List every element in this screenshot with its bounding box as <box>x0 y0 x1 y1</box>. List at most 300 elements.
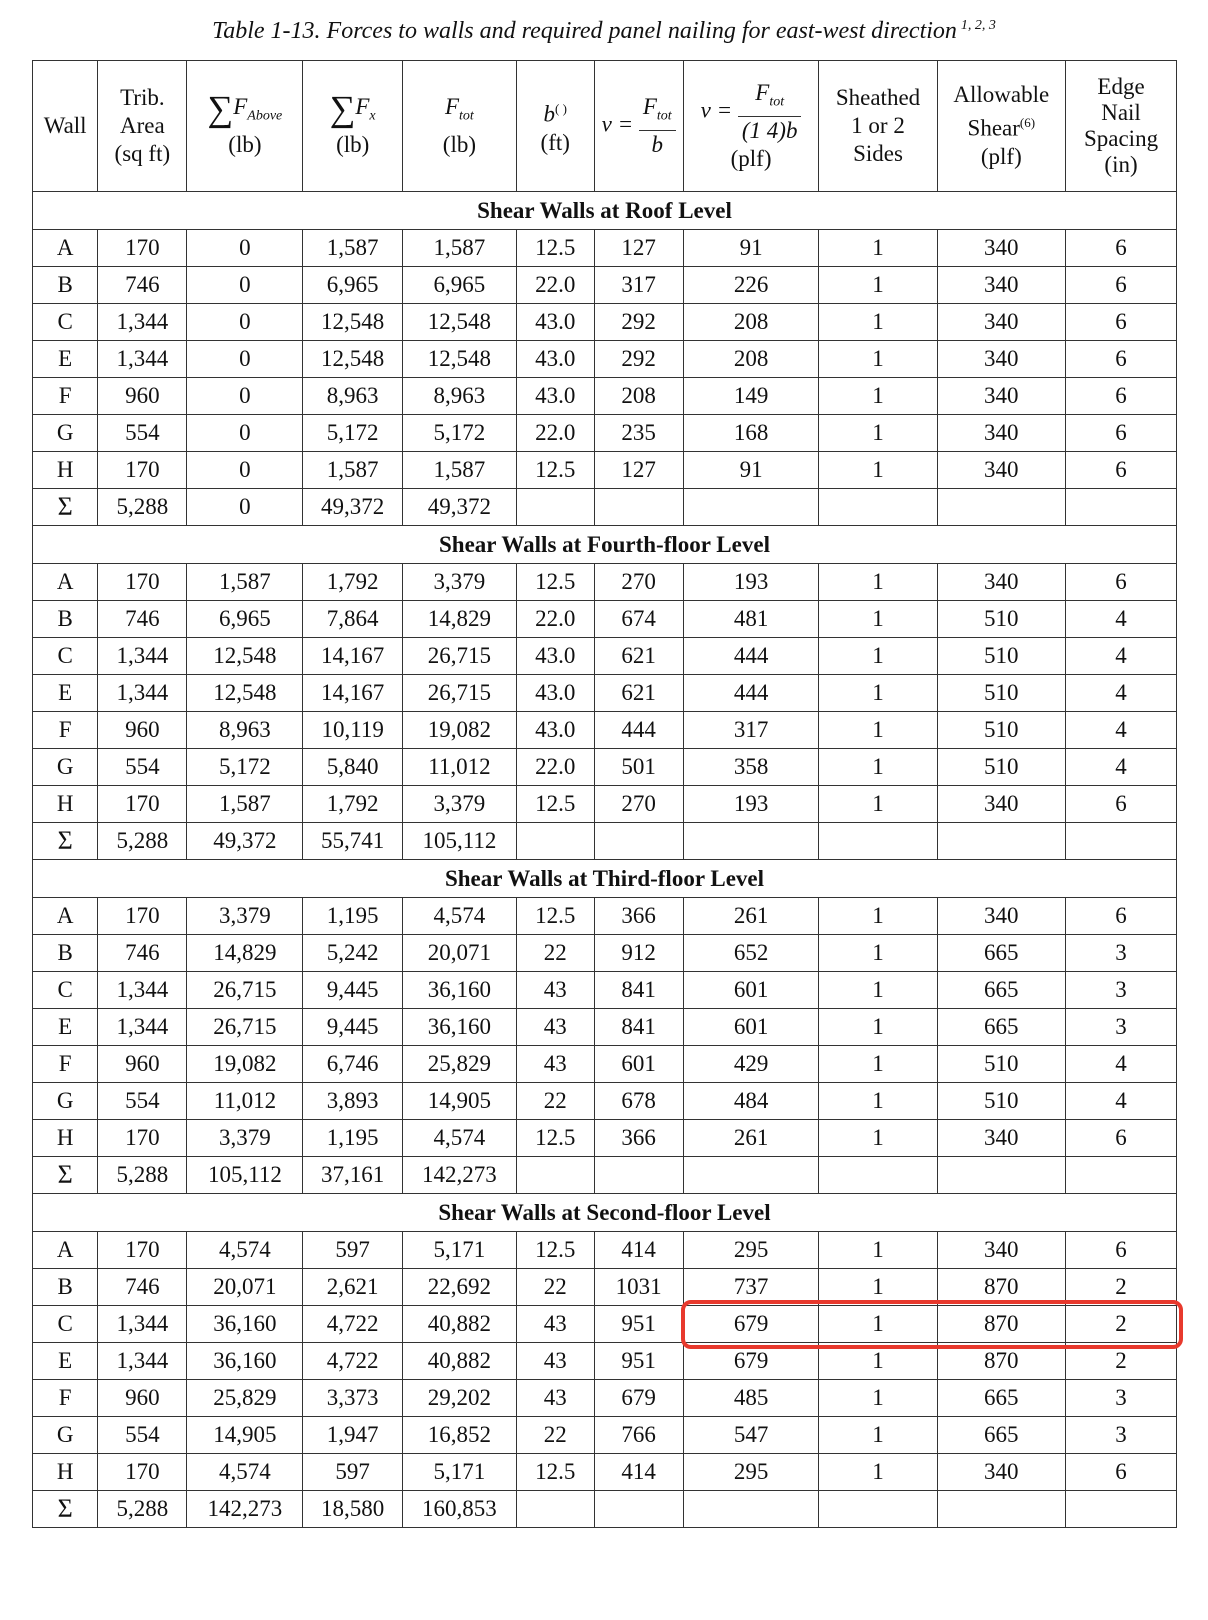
table-cell: 295 <box>683 1454 819 1491</box>
table-row <box>33 230 1177 267</box>
table-row <box>33 1454 1177 1491</box>
table-cell: 1 <box>819 1417 937 1454</box>
table-cell: 12,548 <box>402 341 516 378</box>
caption-text: Table 1-13. Forces to walls and required panel nailing for east-west direction <box>212 18 957 44</box>
table-cell: 1 <box>819 1343 937 1380</box>
table-cell: 6 <box>1066 564 1177 601</box>
header-allowable-shear: Allowable Shear$^{(6)}$ (plf) <box>937 61 1065 192</box>
table-cell: 1 <box>819 378 937 415</box>
table-cell: 20,071 <box>402 935 516 972</box>
total-cell <box>683 823 819 860</box>
table-cell: 14,829 <box>402 601 516 638</box>
total-cell: Σ <box>33 489 98 526</box>
table-cell: 22.0 <box>516 267 594 304</box>
total-cell: 55,741 <box>303 823 402 860</box>
table-cell: 340 <box>937 452 1065 489</box>
table-row <box>33 1232 1177 1269</box>
table-cell: C <box>33 304 98 341</box>
table-cell: 960 <box>98 712 187 749</box>
table-row <box>33 786 1177 823</box>
table-cell: 1 <box>819 1454 937 1491</box>
header-trib-area: Trib. Area (sq ft) <box>98 61 187 192</box>
table-cell: 5,242 <box>303 935 402 972</box>
section-title: Shear Walls at Second-floor Level <box>33 1194 1177 1232</box>
table-cell: 208 <box>683 341 819 378</box>
header-wall: Wall <box>33 61 98 192</box>
table-cell: 1 <box>819 267 937 304</box>
table-cell: 12.5 <box>516 1454 594 1491</box>
table-cell: 43 <box>516 972 594 1009</box>
section-title: Shear Walls at Roof Level <box>33 192 1177 230</box>
table-cell: 5,172 <box>402 415 516 452</box>
table-cell: 14,829 <box>187 935 303 972</box>
table-cell: 292 <box>594 304 683 341</box>
table-cell: 0 <box>187 304 303 341</box>
table-cell: 510 <box>937 1046 1065 1083</box>
total-cell: 37,161 <box>303 1157 402 1194</box>
table-cell: 510 <box>937 601 1065 638</box>
table-cell: 170 <box>98 1120 187 1157</box>
table-cell: 4 <box>1066 638 1177 675</box>
table-cell: G <box>33 749 98 786</box>
total-cell <box>594 1491 683 1528</box>
total-cell <box>1066 489 1177 526</box>
table-cell: 317 <box>683 712 819 749</box>
table-cell: 6 <box>1066 341 1177 378</box>
table-row <box>33 601 1177 638</box>
table-cell: 6 <box>1066 267 1177 304</box>
table-row <box>33 935 1177 972</box>
table-cell: 170 <box>98 230 187 267</box>
table-cell: 444 <box>683 638 819 675</box>
total-cell <box>594 1157 683 1194</box>
table-cell: 26,715 <box>402 675 516 712</box>
table-cell: 43.0 <box>516 638 594 675</box>
section-header-row <box>33 860 1177 898</box>
table-cell: 22.0 <box>516 601 594 638</box>
table-cell: 5,171 <box>402 1454 516 1491</box>
total-cell: 105,112 <box>402 823 516 860</box>
table-row <box>33 1380 1177 1417</box>
table-cell: 665 <box>937 972 1065 1009</box>
table-cell: 485 <box>683 1380 819 1417</box>
table-cell: 1,344 <box>98 972 187 1009</box>
table-cell: 6 <box>1066 1454 1177 1491</box>
table-cell: 746 <box>98 1269 187 1306</box>
table-cell: 43.0 <box>516 378 594 415</box>
table-cell: 951 <box>594 1343 683 1380</box>
table-cell: 1,792 <box>303 786 402 823</box>
table-cell: 3,373 <box>303 1380 402 1417</box>
table-cell: 1 <box>819 230 937 267</box>
total-cell: Σ <box>33 823 98 860</box>
table-cell: 1,344 <box>98 638 187 675</box>
table-cell: 1 <box>819 341 937 378</box>
total-cell: 142,273 <box>402 1157 516 1194</box>
table-cell: 1 <box>819 1380 937 1417</box>
table-cell: E <box>33 1009 98 1046</box>
table-cell: 26,715 <box>187 1009 303 1046</box>
table-row <box>33 304 1177 341</box>
total-cell: 160,853 <box>402 1491 516 1528</box>
table-cell: 5,840 <box>303 749 402 786</box>
table-cell: 6 <box>1066 230 1177 267</box>
table-cell: 4,722 <box>303 1343 402 1380</box>
table-cell: 36,160 <box>187 1306 303 1343</box>
highlight-box <box>681 1300 1182 1349</box>
table-cell: 1,344 <box>98 304 187 341</box>
table-cell: 1 <box>819 415 937 452</box>
table-cell: 208 <box>594 378 683 415</box>
table-cell: 414 <box>594 1454 683 1491</box>
header-sheathed: Sheathed 1 or 2 Sides <box>819 61 937 192</box>
table-cell: 1 <box>819 712 937 749</box>
table-cell: 6 <box>1066 786 1177 823</box>
table-cell: 1,587 <box>187 786 303 823</box>
table-cell: 597 <box>303 1232 402 1269</box>
table-cell: 340 <box>937 267 1065 304</box>
table-cell: 414 <box>594 1232 683 1269</box>
table-cell: 1,344 <box>98 341 187 378</box>
table-cell: 1,344 <box>98 1306 187 1343</box>
total-cell <box>937 823 1065 860</box>
table-cell: 12,548 <box>187 675 303 712</box>
table-row <box>33 1046 1177 1083</box>
table-cell: 26,715 <box>402 638 516 675</box>
table-row <box>33 675 1177 712</box>
table-cell: E <box>33 675 98 712</box>
table-cell: 3,379 <box>402 786 516 823</box>
table-cell: 43 <box>516 1343 594 1380</box>
table-cell: 6,965 <box>303 267 402 304</box>
total-cell <box>819 489 937 526</box>
table-cell: 1 <box>819 935 937 972</box>
table-cell: 43.0 <box>516 341 594 378</box>
table-cell: 12,548 <box>303 341 402 378</box>
table-cell: F <box>33 378 98 415</box>
table-cell: 1,344 <box>98 1009 187 1046</box>
table-cell: 6,965 <box>402 267 516 304</box>
table-cell: 91 <box>683 452 819 489</box>
table-cell: 4 <box>1066 712 1177 749</box>
table-cell: 12.5 <box>516 230 594 267</box>
table-cell: 226 <box>683 267 819 304</box>
total-cell: 105,112 <box>187 1157 303 1194</box>
table-cell: 481 <box>683 601 819 638</box>
total-cell <box>1066 1491 1177 1528</box>
table-cell: H <box>33 1120 98 1157</box>
table-cell: 1 <box>819 1120 937 1157</box>
table-cell: 429 <box>683 1046 819 1083</box>
table-cell: 1 <box>819 1083 937 1120</box>
table-cell: 652 <box>683 935 819 972</box>
table-row <box>33 638 1177 675</box>
table-cell: 1,195 <box>303 1120 402 1157</box>
table-cell: 6 <box>1066 1120 1177 1157</box>
table-cell: G <box>33 1083 98 1120</box>
table-cell: 870 <box>937 1306 1065 1343</box>
table-cell: E <box>33 341 98 378</box>
table-cell: 3 <box>1066 972 1177 1009</box>
table-cell: 10,119 <box>303 712 402 749</box>
table-cell: 1 <box>819 564 937 601</box>
table-cell: 1 <box>819 601 937 638</box>
table-cell: 484 <box>683 1083 819 1120</box>
table-cell: F <box>33 1046 98 1083</box>
table-cell: 501 <box>594 749 683 786</box>
section-header-row <box>33 526 1177 564</box>
total-cell: 142,273 <box>187 1491 303 1528</box>
total-cell <box>937 1491 1065 1528</box>
table-cell: H <box>33 452 98 489</box>
table-cell: 510 <box>937 712 1065 749</box>
total-cell <box>937 1157 1065 1194</box>
table-cell: 12.5 <box>516 452 594 489</box>
table-cell: 12.5 <box>516 564 594 601</box>
table-cell: C <box>33 638 98 675</box>
table-cell: 444 <box>594 712 683 749</box>
table-cell: 5,172 <box>303 415 402 452</box>
header-edge-nail-spacing: Edge Nail Spacing (in) <box>1066 61 1177 192</box>
table-cell: 1,947 <box>303 1417 402 1454</box>
table-cell: 4,574 <box>402 898 516 935</box>
table-cell: 3 <box>1066 1380 1177 1417</box>
table-cell: 1 <box>819 1232 937 1269</box>
table-cell: 0 <box>187 378 303 415</box>
table-cell: 366 <box>594 1120 683 1157</box>
table-cell: 91 <box>683 230 819 267</box>
table-row <box>33 898 1177 935</box>
table-cell: A <box>33 564 98 601</box>
total-cell <box>1066 823 1177 860</box>
table-cell: 4 <box>1066 749 1177 786</box>
table-cell: 25,829 <box>402 1046 516 1083</box>
header-row <box>33 61 1177 192</box>
table-cell: 554 <box>98 1417 187 1454</box>
table-cell: 340 <box>937 564 1065 601</box>
total-cell: 5,288 <box>98 489 187 526</box>
table-cell: 444 <box>683 675 819 712</box>
table-cell: 766 <box>594 1417 683 1454</box>
table-cell: 22.0 <box>516 415 594 452</box>
total-cell <box>937 489 1065 526</box>
table-cell: 1 <box>819 1306 937 1343</box>
total-cell <box>516 489 594 526</box>
table-cell: 4,574 <box>187 1454 303 1491</box>
table-cell: 19,082 <box>187 1046 303 1083</box>
table-row <box>33 452 1177 489</box>
table-cell: 340 <box>937 230 1065 267</box>
table-row <box>33 415 1177 452</box>
table-cell: 12.5 <box>516 786 594 823</box>
table-cell: 22 <box>516 1417 594 1454</box>
table-cell: 841 <box>594 1009 683 1046</box>
table-cell: 665 <box>937 1417 1065 1454</box>
table-cell: 358 <box>683 749 819 786</box>
table-cell: 0 <box>187 415 303 452</box>
table-cell: 679 <box>683 1306 819 1343</box>
table-cell: 547 <box>683 1417 819 1454</box>
table-cell: 597 <box>303 1454 402 1491</box>
header-sum-f-above: $\sum F_{Above}$ (lb) <box>187 61 303 192</box>
header-f-tot: $F_{tot}$ (lb) <box>402 61 516 192</box>
table-cell: 510 <box>937 638 1065 675</box>
total-cell <box>819 1157 937 1194</box>
table-row <box>33 712 1177 749</box>
table-cell: 127 <box>594 230 683 267</box>
total-cell: 49,372 <box>402 489 516 526</box>
table-cell: 679 <box>594 1380 683 1417</box>
total-row <box>33 489 1177 526</box>
table-cell: 960 <box>98 1380 187 1417</box>
table-cell: 170 <box>98 452 187 489</box>
table-cell: 270 <box>594 564 683 601</box>
table-cell: 292 <box>594 341 683 378</box>
table-cell: 4,574 <box>187 1232 303 1269</box>
table-cell: 8,963 <box>187 712 303 749</box>
table-cell: 3,893 <box>303 1083 402 1120</box>
table-cell: 170 <box>98 564 187 601</box>
table-cell: F <box>33 712 98 749</box>
table-cell: G <box>33 1417 98 1454</box>
total-cell <box>683 1491 819 1528</box>
table-cell: 4,722 <box>303 1306 402 1343</box>
table-cell: 4 <box>1066 1083 1177 1120</box>
table-cell: 679 <box>683 1343 819 1380</box>
table-cell: 8,963 <box>303 378 402 415</box>
table-cell: 7,864 <box>303 601 402 638</box>
table-cell: 3 <box>1066 1417 1177 1454</box>
table-cell: 16,852 <box>402 1417 516 1454</box>
table-cell: 36,160 <box>187 1343 303 1380</box>
table-cell: 340 <box>937 1120 1065 1157</box>
table-cell: 1,587 <box>303 452 402 489</box>
table-cell: 261 <box>683 1120 819 1157</box>
table-cell: 43 <box>516 1380 594 1417</box>
table-cell: B <box>33 267 98 304</box>
total-cell: 5,288 <box>98 1157 187 1194</box>
table-cell: 43.0 <box>516 304 594 341</box>
total-cell: 0 <box>187 489 303 526</box>
table-cell: 6 <box>1066 898 1177 935</box>
table-cell: 5,172 <box>187 749 303 786</box>
table-cell: 22 <box>516 1083 594 1120</box>
table-cell: 665 <box>937 935 1065 972</box>
table-cell: 1 <box>819 304 937 341</box>
total-cell: 49,372 <box>303 489 402 526</box>
table-cell: 6 <box>1066 304 1177 341</box>
table-cell: 193 <box>683 786 819 823</box>
table-cell: 4 <box>1066 601 1177 638</box>
table-cell: 510 <box>937 675 1065 712</box>
table-cell: 5,171 <box>402 1232 516 1269</box>
table-cell: 665 <box>937 1380 1065 1417</box>
table-cell: 510 <box>937 749 1065 786</box>
table-cell: 1 <box>819 972 937 1009</box>
table-cell: C <box>33 972 98 1009</box>
table-cell: 6 <box>1066 1232 1177 1269</box>
table-cell: 12.5 <box>516 1232 594 1269</box>
table-cell: 340 <box>937 304 1065 341</box>
header-b: b( ) (ft) <box>516 61 594 192</box>
table-cell: 11,012 <box>187 1083 303 1120</box>
section-title: Shear Walls at Fourth-floor Level <box>33 526 1177 564</box>
table-cell: 43 <box>516 1046 594 1083</box>
table-cell: 14,167 <box>303 638 402 675</box>
table-cell: 0 <box>187 341 303 378</box>
table-cell: 22.0 <box>516 749 594 786</box>
table-cell: 12,548 <box>187 638 303 675</box>
table-cell: 2 <box>1066 1343 1177 1380</box>
table-cell: 168 <box>683 415 819 452</box>
table-cell: 208 <box>683 304 819 341</box>
total-cell <box>683 489 819 526</box>
table-cell: 0 <box>187 230 303 267</box>
table-cell: 317 <box>594 267 683 304</box>
header-v: v = $\frac{F_{tot}}{b}$ <box>594 61 683 192</box>
total-cell: Σ <box>33 1491 98 1528</box>
table-cell: 0 <box>187 267 303 304</box>
table-cell: 4 <box>1066 675 1177 712</box>
table-cell: 2,621 <box>303 1269 402 1306</box>
table-cell: 1,792 <box>303 564 402 601</box>
table-cell: 6 <box>1066 452 1177 489</box>
table-cell: 870 <box>937 1343 1065 1380</box>
table-cell: 340 <box>937 415 1065 452</box>
table-cell: 340 <box>937 378 1065 415</box>
total-cell: Σ <box>33 1157 98 1194</box>
table-cell: 36,160 <box>402 1009 516 1046</box>
total-cell <box>516 1491 594 1528</box>
table-cell: 36,160 <box>402 972 516 1009</box>
table-cell: 340 <box>937 898 1065 935</box>
table-cell: 14,167 <box>303 675 402 712</box>
total-row <box>33 1491 1177 1528</box>
table-cell: 1 <box>819 786 937 823</box>
table-cell: 340 <box>937 1232 1065 1269</box>
table-cell: 1 <box>819 452 937 489</box>
table-cell: 235 <box>594 415 683 452</box>
table-cell: 12.5 <box>516 1120 594 1157</box>
table-cell: 665 <box>937 1009 1065 1046</box>
table-cell: 601 <box>594 1046 683 1083</box>
table-caption <box>0 18 1208 45</box>
total-row <box>33 823 1177 860</box>
table-cell: 1,587 <box>402 452 516 489</box>
table-row <box>33 972 1177 1009</box>
table-cell: 127 <box>594 452 683 489</box>
table-cell: 1 <box>819 1046 937 1083</box>
table-cell: 841 <box>594 972 683 1009</box>
table-cell: 22 <box>516 1269 594 1306</box>
table-cell: 1 <box>819 898 937 935</box>
table-cell: 6 <box>1066 415 1177 452</box>
table-cell: B <box>33 1269 98 1306</box>
table-cell: 270 <box>594 786 683 823</box>
table-cell: 746 <box>98 601 187 638</box>
table-cell: 621 <box>594 675 683 712</box>
table-cell: 12.5 <box>516 898 594 935</box>
total-cell <box>819 823 937 860</box>
table-cell: 1 <box>819 1269 937 1306</box>
section-header-row <box>33 1194 1177 1232</box>
table-cell: 737 <box>683 1269 819 1306</box>
table-cell: 2 <box>1066 1306 1177 1343</box>
total-cell: 49,372 <box>187 823 303 860</box>
table-cell: 170 <box>98 1232 187 1269</box>
table-cell: 25,829 <box>187 1380 303 1417</box>
table-cell: 295 <box>683 1232 819 1269</box>
